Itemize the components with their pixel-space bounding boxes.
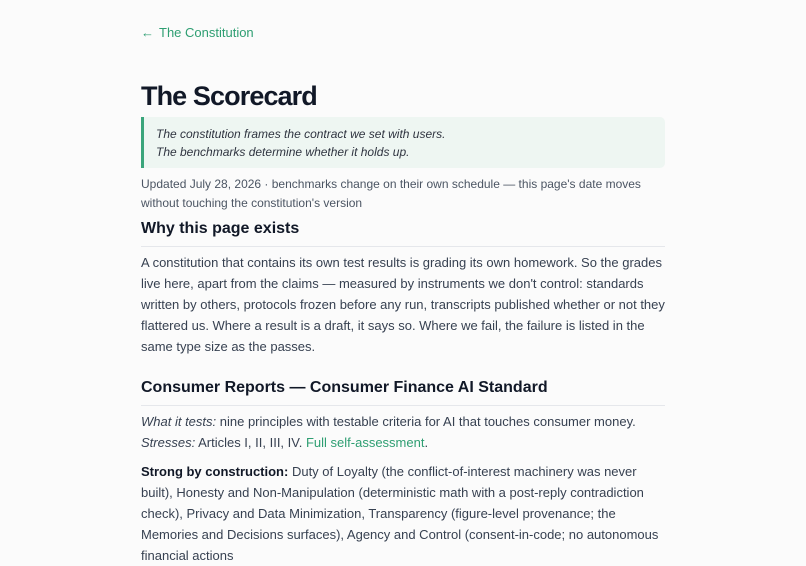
arrow-left-icon: ←	[141, 25, 154, 40]
tests-label: What it tests:	[141, 414, 217, 429]
callout-line-2: The benchmarks determine whether it holds up.	[156, 145, 410, 159]
consumer-reports-summary	[141, 411, 665, 453]
section-heading-consumer-reports: Consumer Reports — Consumer Finance AI Standard	[141, 377, 665, 406]
updated-note: Updated July 28, 2026 · benchmarks change on their own schedule — this page's date moves without touching the constitution's version	[141, 177, 641, 210]
strong-label: Strong by construction:	[141, 464, 289, 479]
epigraph-callout	[141, 117, 665, 168]
stresses-label: Stresses:	[141, 435, 196, 450]
full-self-assessment-link[interactable]: Full self-assessment	[305, 435, 425, 450]
stresses-period: .	[424, 435, 429, 450]
back-to-constitution-link[interactable]	[141, 25, 254, 40]
stresses-text: Articles I, II, III, IV.	[195, 435, 306, 450]
section-heading-why: Why this page exists	[141, 218, 665, 247]
callout-line-1: The constitution frames the contract we set with users.	[156, 127, 446, 141]
back-link-label: The Constitution	[159, 25, 254, 40]
tests-text: nine principles with testable criteria for AI that touches consumer money.	[216, 414, 636, 429]
strong-text: Duty of Loyalty (the conflict-of-interest machinery was never built), Honesty and Non-Manipulation (deterministic math with a post-reply contradiction check), Privacy and Data Minimization, Transparency (figure-level provenance; the Memories and Decisions surfaces), Agency and Control (consent-in-code; no autonomous financial actions	[141, 464, 659, 563]
strong-by-construction-paragraph	[141, 461, 665, 566]
page-title: The Scorecard	[141, 81, 317, 111]
why-paragraph: A constitution that contains its own test results is grading its own homework. So the grades live here, apart from the claims — measured by instruments we don't control: standards written by others, protocols frozen before any run, transcripts published whether or not they flattered us. Where a result is a draft, it says so. Where we fail, the failure is listed in the same type size as the passes.	[141, 255, 665, 354]
